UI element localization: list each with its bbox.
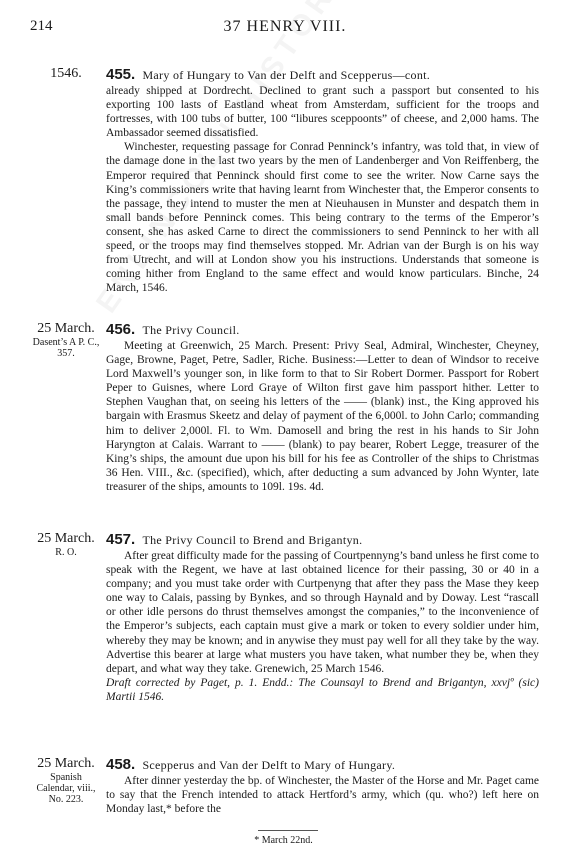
margin-date: 25 March. [37,531,95,546]
entry-paragraph: already shipped at Dordrecht. Declined to grant such a passport but consented to his exporting 100 lasts of Eastland wheat from Amsterdam, sufficient for the troops and fortresses, with 100 tubs of butter, 100 “libures sceppoonts” of cheese, and 2,000 hams. The Ambassador seemed dissatisfied. [106,85,539,140]
margin-date: 1546. [50,66,82,81]
entry-paragraph: After dinner yesterday the bp. of Winchester, the Master of the Horse and Mr. Paget came to say that the French intended to attack Hertford’s army, which (qu. who?) left here on Monday last,* before the [106,775,539,816]
entry-456 [106,321,539,494]
entry-number: 458. [106,756,136,773]
margin-date: 25 March. [37,756,95,771]
margin-source-ref: Dasent’s A P. C., 357. [32,337,100,359]
entry-number: 457. [106,531,136,548]
entry-457 [106,531,539,704]
page-number: 214 [30,18,53,34]
entry-paragraph: Meeting at Greenwich, 25 March. Present: Privy Seal, Admiral, Winchester, Cheyney, Gage, Browne, Paget, Petre, Sadler, Riche. Business:—Letter to dean of Windsor to receive Lord Maxwell’s younger son, in like form to that to Sir Robert Dormer. Passport for Robert Peper to Guisnes, where Lord Graye of Wilton first gave him passport hither. Letter to Stephen Vaughan that, on seeing his letters of the —— (blank) inst., the King approved his bargain with Erasmus Skeetz and delay of payment of the 6,000l. to John Carlo; commanding him to deliver 2,000l. Fl. to Wm. Damosell and bring the rest in his hands to Sir John Haryngton at Calais. Warrant to —— (blank) to pay bearer, Robert Legge, treasurer of the King’s ships, the amount due upon his bill for his fee as Controller of the ships to Christmas 36 Hen. VIII., &c. (specified), which, after deducting a sum advanced by John Wynter, late treasurer of the ships, amounts to 109l. 19s. 4d. [106,340,539,493]
entry-number: 456. [106,321,136,338]
entry-heading [106,531,539,549]
entry-endorsement-note: Draft corrected by Paget, p. 1. Endd.: The Counsayl to Brend and Brigantyn, xxvjº (sic) Martii 1546. [106,676,539,703]
footnote-rule [258,830,318,831]
margin-source-ref: Spanish Calendar, viii., No. 223. [36,772,96,805]
entry-heading [106,66,539,84]
page-header [30,18,540,40]
margin-date: 25 March. [37,321,95,336]
entry-heading [106,756,539,774]
running-title: 37 HENRY VIII. [223,18,347,35]
entry-paragraph: After great difficulty made for the passing of Courtpennyng’s band unless he first come to speak with the Regent, we have at last obtained licence for their passing, 30 or 40 in a company; and you must take order with Curtpenyng that after they pass the Mase they keep one way to Calais, passing by Bynkes, and so through Haynald and by Doway. Lest “rascall or other idle persons do thrust themselves amongst the companies,” to the inconvenience of the Emperor’s subjects, each captain must give a mark or token to every soldier under him, whereby they may be known; and in anywise they must pay well for all they take by the way. Advertise this bearer at large what musters you have taken, what number they be, when they depart, and what way they take. Grenewich, 25 March 1546. [106,550,539,675]
entry-title: Mary of Hungary to Van der Delft and Scepperus—cont. [142,68,431,82]
margin-note-457 [30,531,102,558]
entry-number: 455. [106,66,136,83]
entry-paragraph: Winchester, requesting passage for Conrad Penninck’s infantry, was told that, in view of the damage done in the last two years by the men of Landenberger and Von Reiffenberg, the Emperor required that Penninck should first come to see the writer. Now Carne says the King’s commissioners write that having learnt from Winchester that, the Emperor consents to the passage, they intend to muster the men at Nieuhausen in Munster and despatch them in small bands before Penninck comes. This being contrary to the terms of the Emperor’s consent, she has asked Carne to direct the commissioners to send Penninck to her with all speed, or the troops may find themselves stopped. Mr. Adrian van der Burgh is on his way from Utrecht, and will at London show you his instructions. Understands that someone is coming hither from England to the same effect and would know particulars. Binche, 24 March, 1546. [106,141,539,295]
entry-title: The Privy Council to Brend and Brigantyn. [142,533,363,547]
margin-note-455 [30,66,102,82]
margin-source-ref: R. O. [55,547,77,558]
entry-title: The Privy Council. [142,323,240,337]
footnote: * March 22nd. [254,835,313,846]
margin-note-456 [30,321,102,359]
entry-heading [106,321,539,339]
entry-458 [106,756,539,816]
entry-title: Scepperus and Van der Delft to Mary of Hungary. [142,758,396,772]
margin-note-458 [30,756,102,805]
entry-455 [106,66,539,295]
